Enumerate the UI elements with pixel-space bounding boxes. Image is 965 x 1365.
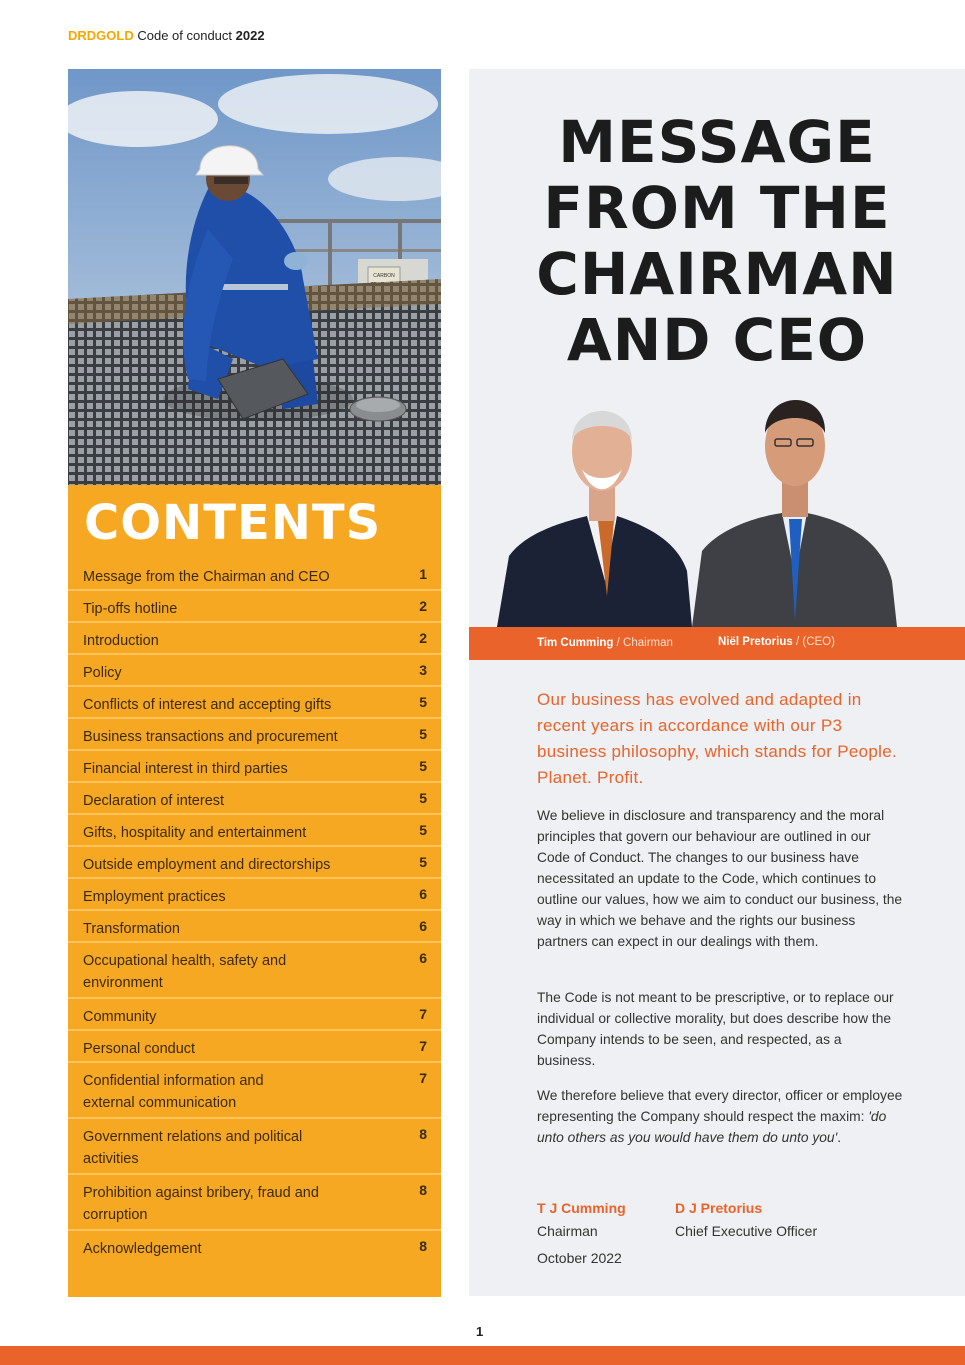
toc-item[interactable]	[68, 815, 441, 847]
toc-item[interactable]	[68, 943, 441, 999]
toc-page: 6	[419, 886, 427, 902]
message-date: October 2022	[537, 1250, 622, 1266]
toc-item[interactable]	[68, 719, 441, 751]
signatory-name: D J Pretorius	[675, 1200, 763, 1216]
toc-page: 5	[419, 790, 427, 806]
toc-item[interactable]	[68, 687, 441, 719]
page-number: 1	[476, 1324, 484, 1339]
toc-label: Prohibition against bribery, fraud and corruption	[83, 1185, 319, 1223]
toc-page: 5	[419, 758, 427, 774]
footer-bar	[0, 1346, 965, 1365]
running-header	[68, 28, 265, 43]
toc-page: 5	[419, 694, 427, 710]
table-of-contents	[68, 559, 441, 1263]
caption-ceo-role: / (CEO)	[792, 636, 835, 648]
message-title-line: MESSAGE	[558, 108, 876, 176]
toc-item[interactable]	[68, 559, 441, 591]
paragraph-text: We therefore believe that every director, officer or employee representing the Company should respect the maxim:	[537, 1088, 903, 1124]
toc-item[interactable]	[68, 591, 441, 623]
paragraph-end: .	[837, 1130, 842, 1145]
caption-chairman	[537, 637, 673, 649]
toc-page: 3	[419, 662, 427, 678]
signature-chairman	[537, 1197, 626, 1243]
toc-page: 7	[419, 1070, 427, 1086]
toc-label: Acknowledgement	[83, 1241, 202, 1257]
toc-item[interactable]	[68, 655, 441, 687]
message-title-line: CHAIRMAN	[536, 240, 898, 308]
brand-name: DRDGOLD	[68, 28, 134, 43]
toc-item[interactable]	[68, 783, 441, 815]
toc-label: Financial interest in third parties	[83, 761, 288, 777]
toc-page: 6	[419, 918, 427, 934]
toc-label: Gifts, hospitality and entertainment	[83, 825, 307, 841]
toc-page: 6	[419, 950, 427, 966]
toc-label: Transformation	[83, 921, 180, 937]
caption-ceo	[718, 636, 835, 648]
message-title-line: FROM THE	[543, 174, 891, 242]
intro-statement: Our business has evolved and adapted in recent years in accordance with our P3 business philosophy, which stands for People. Planet. Profit.	[537, 690, 897, 787]
toc-item[interactable]	[68, 847, 441, 879]
message-title	[469, 109, 965, 373]
photo-caption-bar	[469, 627, 965, 660]
contents-panel	[68, 485, 441, 1297]
toc-item[interactable]	[68, 1231, 441, 1263]
toc-label: Employment practices	[83, 889, 226, 905]
toc-label: Occupational health, safety and environment	[83, 953, 287, 991]
message-title-line: AND CEO	[566, 306, 868, 374]
toc-label: Tip-offs hotline	[83, 601, 178, 617]
toc-label: Outside employment and directorships	[83, 857, 331, 873]
toc-item[interactable]	[68, 879, 441, 911]
signatory-role: Chief Executive Officer	[675, 1223, 818, 1239]
message-panel	[469, 69, 965, 1296]
toc-page: 7	[419, 1038, 427, 1054]
toc-label: Message from the Chairman and CEO	[83, 569, 330, 585]
toc-page: 1	[419, 566, 427, 582]
toc-item[interactable]	[68, 911, 441, 943]
body-paragraph: We believe in disclosure and transparency and the moral principles that govern our behaviour are outlined in our Code of Conduct. The changes to our business have necessitated an update to the Code, which continues to outline our values, how we aim to conduct our business, the way in which we behave and the rights our business partners can expect in our dealings with them.	[537, 808, 903, 949]
toc-item[interactable]	[68, 1031, 441, 1063]
document-year: 2022	[235, 28, 265, 43]
worker-photo-illustration	[68, 69, 441, 485]
toc-page: 7	[419, 1006, 427, 1022]
toc-page: 8	[419, 1238, 427, 1254]
document-name: Code of conduct	[137, 28, 233, 43]
maxim-quote: 'do unto others as you would have them do unto you'	[537, 1109, 887, 1145]
toc-item[interactable]	[68, 999, 441, 1031]
caption-ceo-name: Niël Pretorius	[718, 636, 793, 648]
toc-item[interactable]	[68, 1119, 441, 1175]
toc-item[interactable]	[68, 623, 441, 655]
toc-label: Business transactions and procurement	[83, 729, 338, 745]
toc-page: 5	[419, 726, 427, 742]
caption-chairman-role: / Chairman	[613, 637, 673, 649]
toc-page: 8	[419, 1182, 427, 1198]
toc-page: 5	[419, 854, 427, 870]
toc-item[interactable]	[68, 1175, 441, 1231]
toc-label: Confidential information and external communication	[83, 1073, 264, 1111]
contents-title: CONTENTS	[84, 495, 382, 551]
toc-page: 2	[419, 598, 427, 614]
toc-label: Declaration of interest	[83, 793, 225, 809]
toc-page: 8	[419, 1126, 427, 1142]
body-paragraph	[537, 1085, 903, 1148]
toc-item[interactable]	[68, 751, 441, 783]
sign-line-1: CARBON	[373, 273, 395, 279]
caption-chairman-name: Tim Cumming	[537, 637, 614, 649]
toc-label: Government relations and political activities	[83, 1129, 303, 1167]
body-paragraph: The Code is not meant to be prescriptive, or to replace our individual or collective morality, but does describe how the Company intends to be seen, and respected, as a business.	[537, 990, 894, 1068]
worker-photo	[68, 69, 441, 485]
toc-item[interactable]	[68, 1063, 441, 1119]
toc-label: Conflicts of interest and accepting gifts	[83, 697, 332, 713]
signatory-name: T J Cumming	[537, 1200, 626, 1216]
executives-photo	[497, 381, 937, 627]
toc-label: Community	[83, 1009, 157, 1025]
signatory-role: Chairman	[537, 1223, 598, 1239]
toc-label: Introduction	[83, 633, 159, 649]
toc-label: Personal conduct	[83, 1041, 196, 1057]
toc-label: Policy	[83, 665, 122, 681]
toc-page: 2	[419, 630, 427, 646]
executives-illustration	[497, 381, 937, 627]
signature-ceo	[675, 1197, 817, 1243]
toc-page: 5	[419, 822, 427, 838]
